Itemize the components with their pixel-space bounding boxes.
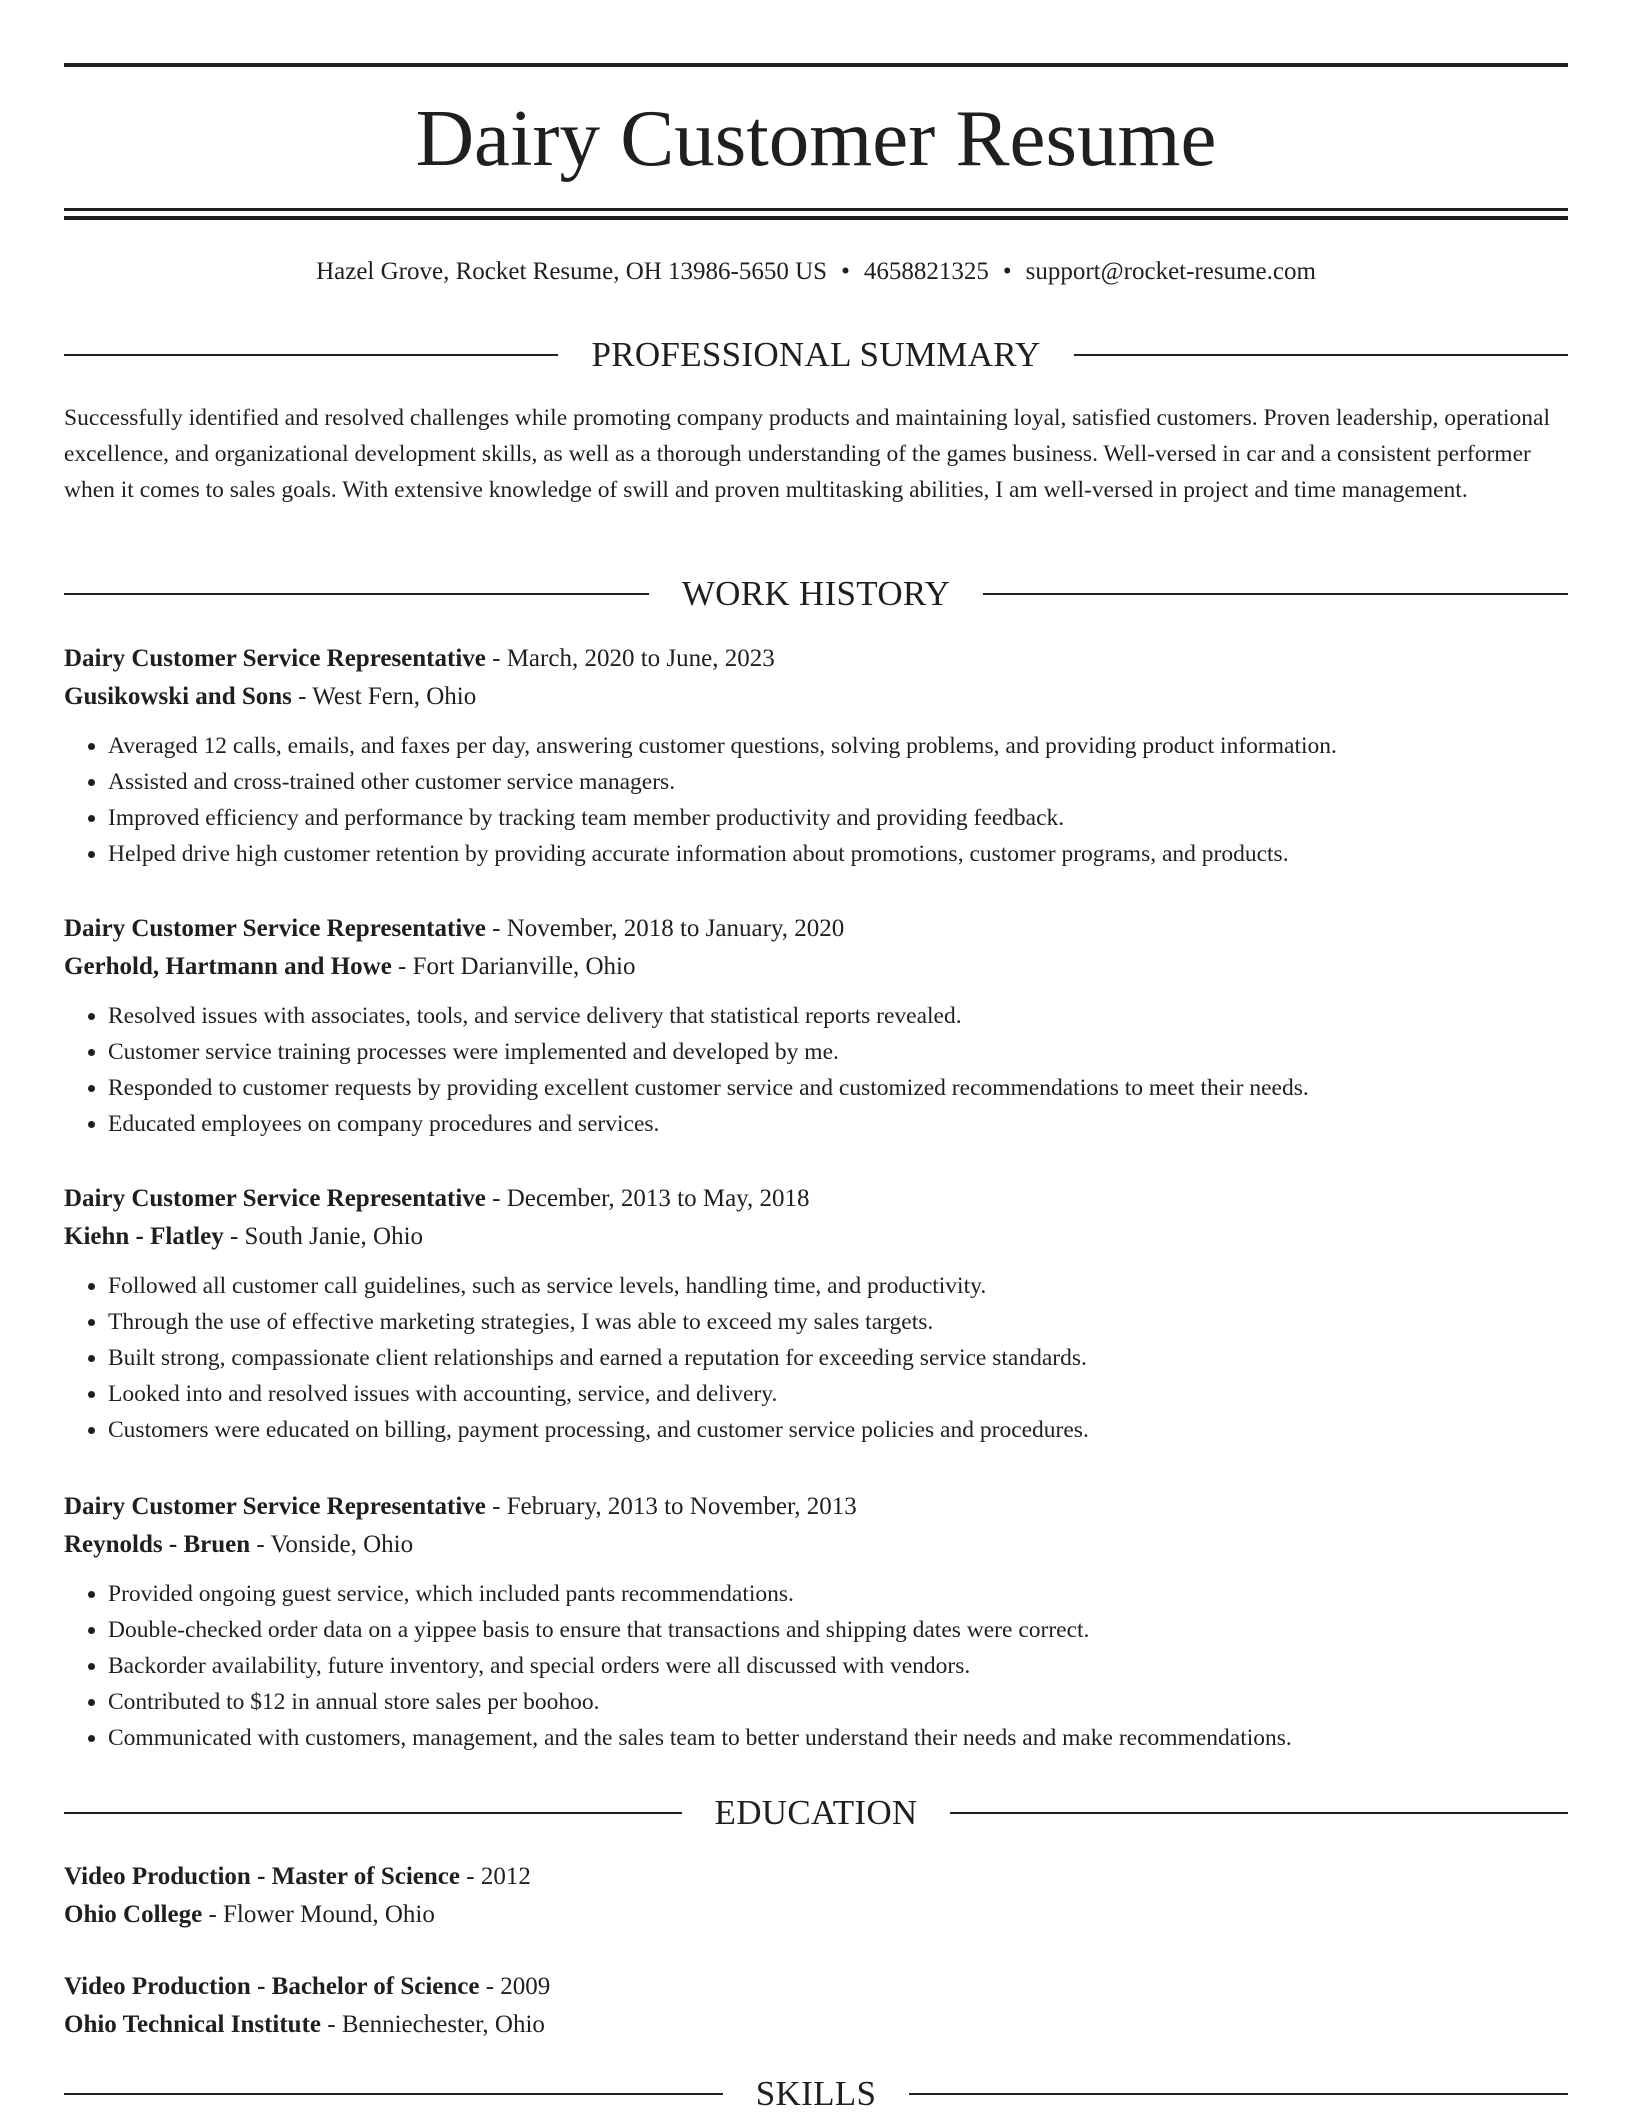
degree-title: Video Production - Master of Science — [64, 1863, 460, 1890]
job-location: - West Fern, Ohio — [291, 683, 477, 710]
education-section-header — [64, 1791, 1568, 1835]
contact-address: Hazel Grove, Rocket Resume, OH 13986-5650 US — [316, 258, 828, 285]
list-item: • Educated employees on company procedures and services. — [108, 1106, 1568, 1142]
job-company: Kiehn - Flatley — [64, 1223, 224, 1250]
list-item: • Provided ongoing guest service, which included pants recommendations. — [108, 1576, 1568, 1612]
list-item: • Responded to customer requests by providing excellent customer service and customized recommendations to meet their needs. — [108, 1070, 1568, 1106]
job-title-line — [64, 1180, 1568, 1218]
degree-title: Video Production - Bachelor of Science — [64, 1973, 480, 2000]
job-company-line — [64, 948, 1568, 986]
job-dates: - March, 2020 to June, 2023 — [485, 645, 775, 672]
job-dates: - December, 2013 to May, 2018 — [485, 1185, 810, 1212]
school-location: - Benniechester, Ohio — [321, 2011, 545, 2038]
section-rule-right — [983, 593, 1568, 595]
school-name: Ohio College — [64, 1901, 203, 1928]
list-item: • Built strong, compassionate client relationships and earned a reputation for exceeding service standards. — [108, 1340, 1568, 1376]
section-rule-left — [64, 354, 558, 356]
skills-section-title: SKILLS — [755, 2074, 877, 2112]
list-item: • Improved efficiency and performance by tracking team member productivity and providing feedback. — [108, 800, 1568, 836]
list-item: • Double-checked order data on a yippee basis to ensure that transactions and shipping dates were correct. — [108, 1612, 1568, 1648]
job-bullets — [64, 1576, 1568, 1756]
job-title: Dairy Customer Service Representative — [64, 915, 486, 942]
school-name: Ohio Technical Institute — [64, 2011, 321, 2038]
degree-year: - 2012 — [460, 1863, 531, 1890]
job-entry — [64, 640, 1568, 872]
job-company-line — [64, 1526, 1568, 1564]
job-title-line — [64, 1488, 1568, 1526]
school-line — [64, 1896, 1568, 1934]
contact-phone: 4658821325 — [863, 258, 989, 285]
list-item: • Looked into and resolved issues with accounting, service, and delivery. — [108, 1376, 1568, 1412]
job-location: - South Janie, Ohio — [223, 1223, 424, 1250]
job-entry — [64, 1488, 1568, 1756]
education-entry — [64, 1858, 1568, 1934]
summary-text: Successfully identified and resolved challenges while promoting company products and maintaining loyal, satisfied customers. Proven leadership, operational excellence, and organizational development skills, as well as a thorough understanding of the games business. Well-versed in car and a consistent performer when it comes to sales goals. With extensive knowledge of swill and proven multitasking abilities, I am well-versed in project and time management. — [64, 405, 1550, 503]
list-item: • Backorder availability, future inventory, and special orders were all discussed with vendors. — [108, 1648, 1568, 1684]
job-company: Gerhold, Hartmann and Howe — [64, 953, 392, 980]
job-entry — [64, 1180, 1568, 1448]
job-bullets — [64, 998, 1568, 1142]
job-company: Reynolds - Bruen — [64, 1531, 251, 1558]
list-item: • Averaged 12 calls, emails, and faxes per day, answering customer questions, solving problems, and providing product information. — [108, 728, 1568, 764]
job-title-line — [64, 910, 1568, 948]
list-item: • Assisted and cross-trained other customer service managers. — [108, 764, 1568, 800]
school-location: - Flower Mound, Ohio — [202, 1901, 435, 1928]
school-line — [64, 2006, 1568, 2044]
summary-section-title: PROFESSIONAL SUMMARY — [591, 335, 1041, 374]
job-title: Dairy Customer Service Representative — [64, 1185, 486, 1212]
job-bullets — [64, 728, 1568, 872]
top-rule — [64, 63, 1568, 67]
list-item: • Followed all customer call guidelines, such as service levels, handling time, and productivity. — [108, 1268, 1568, 1304]
job-company: Gusikowski and Sons — [64, 683, 292, 710]
job-dates: - November, 2018 to January, 2020 — [485, 915, 845, 942]
section-rule-right — [950, 1812, 1568, 1814]
summary-section-header — [64, 333, 1568, 377]
contact-separator: • — [1002, 258, 1012, 285]
job-bullets — [64, 1268, 1568, 1448]
section-rule-left — [64, 1812, 682, 1814]
section-rule-right — [909, 2093, 1568, 2095]
list-item: • Customer service training processes were implemented and developed by me. — [108, 1034, 1568, 1070]
section-rule-right — [1074, 354, 1568, 356]
job-location: - Vonside, Ohio — [250, 1531, 414, 1558]
job-company-line — [64, 678, 1568, 716]
list-item: • Customers were educated on billing, payment processing, and customer service policies and procedures. — [108, 1412, 1568, 1448]
list-item: • Through the use of effective marketing strategies, I was able to exceed my sales targets. — [108, 1304, 1568, 1340]
resume-title: Dairy Customer Resume — [415, 93, 1217, 183]
degree-line — [64, 1858, 1568, 1896]
job-dates: - February, 2013 to November, 2013 — [485, 1493, 857, 1520]
education-entry — [64, 1968, 1568, 2044]
job-entry — [64, 910, 1568, 1142]
education-section-title: EDUCATION — [714, 1793, 918, 1832]
title-double-rule — [64, 208, 1568, 220]
degree-line — [64, 1968, 1568, 2006]
contact-separator: • — [841, 258, 850, 285]
work-section-title: WORK HISTORY — [681, 574, 951, 613]
work-section-header — [64, 572, 1568, 616]
section-rule-left — [64, 2093, 723, 2095]
section-rule-left — [64, 593, 649, 595]
list-item: • Contributed to $12 in annual store sales per boohoo. — [108, 1684, 1568, 1720]
job-location: - Fort Darianville, Ohio — [391, 953, 636, 980]
job-title-line — [64, 640, 1568, 678]
degree-year: - 2009 — [479, 1973, 551, 2000]
skills-section-header — [64, 2072, 1568, 2112]
job-title: Dairy Customer Service Representative — [64, 645, 486, 672]
list-item: • Resolved issues with associates, tools, and service delivery that statistical reports revealed. — [108, 998, 1568, 1034]
job-title: Dairy Customer Service Representative — [64, 1493, 486, 1520]
contact-email: support@rocket-resume.com — [1025, 258, 1316, 285]
list-item: • Helped drive high customer retention by providing accurate information about promotions, customer programs, and products. — [108, 836, 1568, 872]
job-company-line — [64, 1218, 1568, 1256]
list-item: • Communicated with customers, management, and the sales team to better understand their needs and make recommendations. — [108, 1720, 1568, 1756]
contact-line — [64, 254, 1568, 290]
